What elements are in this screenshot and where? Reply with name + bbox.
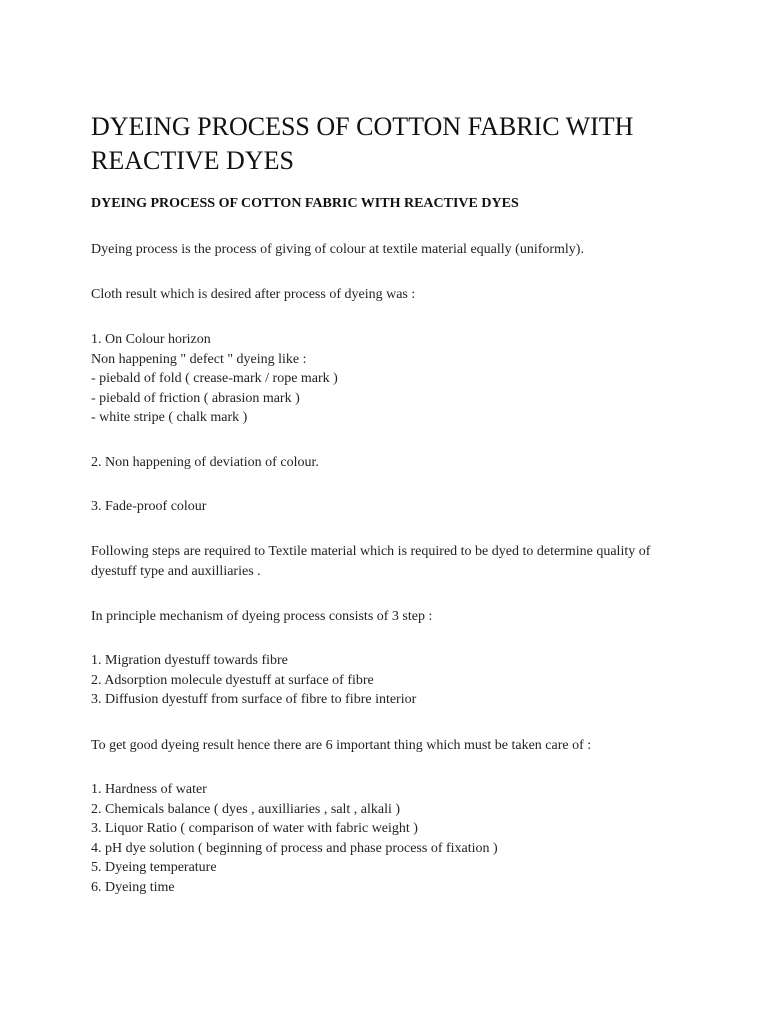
point-one-list: [91, 330, 731, 428]
list-item: - white stripe ( chalk mark ): [91, 410, 248, 426]
list-item: - piebald of fold ( crease-mark / rope mark ): [91, 371, 338, 387]
paragraph-line: In principle mechanism of dyeing process consists of 3 step :: [91, 609, 433, 624]
mechanism-intro-paragraph: [91, 607, 731, 627]
paragraph-line: dyestuff type and auxilliaries .: [91, 563, 261, 579]
steps-required-paragraph: [91, 542, 731, 581]
paragraph-line: Cloth result which is desired after process of dyeing was :: [91, 287, 416, 302]
list-item: 3. Diffusion dyestuff from surface of fibre to fibre interior: [91, 692, 417, 708]
list-item: 1. Hardness of water: [91, 782, 207, 797]
paragraph-line: Dyeing process is the process of giving of colour at textile material equally (uniformly).: [91, 242, 584, 257]
point-three-paragraph: [91, 497, 731, 517]
paragraph-line: Following steps are required to Textile material which is required to be dyed to determine quality of: [91, 544, 651, 559]
point-two-paragraph: [91, 453, 731, 473]
list-item: 3. Liquor Ratio ( comparison of water with fabric weight ): [91, 821, 418, 837]
paragraph-line: To get good dyeing result hence there are 6 important thing which must be taken care of :: [91, 738, 592, 753]
care-intro-paragraph: [91, 736, 731, 756]
intro-paragraph: [91, 240, 731, 260]
list-item: 6. Dyeing time: [91, 879, 175, 895]
list-item: 2. Adsorption molecule dyestuff at surface of fibre: [91, 672, 374, 688]
page-title: DYEING PROCESS OF COTTON FABRIC WITH REACTIVE DYES: [91, 112, 634, 175]
list-item: 1. Migration dyestuff towards fibre: [91, 653, 288, 668]
list-item: 2. Chemicals balance ( dyes , auxilliaries , salt , alkali ): [91, 801, 401, 817]
list-item: 4. pH dye solution ( beginning of process and phase process of fixation ): [91, 840, 498, 856]
care-items-list: [91, 780, 731, 898]
list-item: 3. Fade-proof colour: [91, 499, 207, 514]
section-heading: DYEING PROCESS OF COTTON FABRIC WITH REACTIVE DYES: [91, 196, 519, 211]
list-item: 5. Dyeing temperature: [91, 860, 217, 876]
mechanism-steps-list: [91, 651, 731, 710]
list-item: 2. Non happening of deviation of colour.: [91, 455, 319, 470]
list-item: 1. On Colour horizon: [91, 332, 211, 347]
desired-result-paragraph: [91, 285, 731, 305]
list-item: - piebald of friction ( abrasion mark ): [91, 390, 300, 406]
list-item: Non happening " defect " dyeing like :: [91, 351, 307, 367]
